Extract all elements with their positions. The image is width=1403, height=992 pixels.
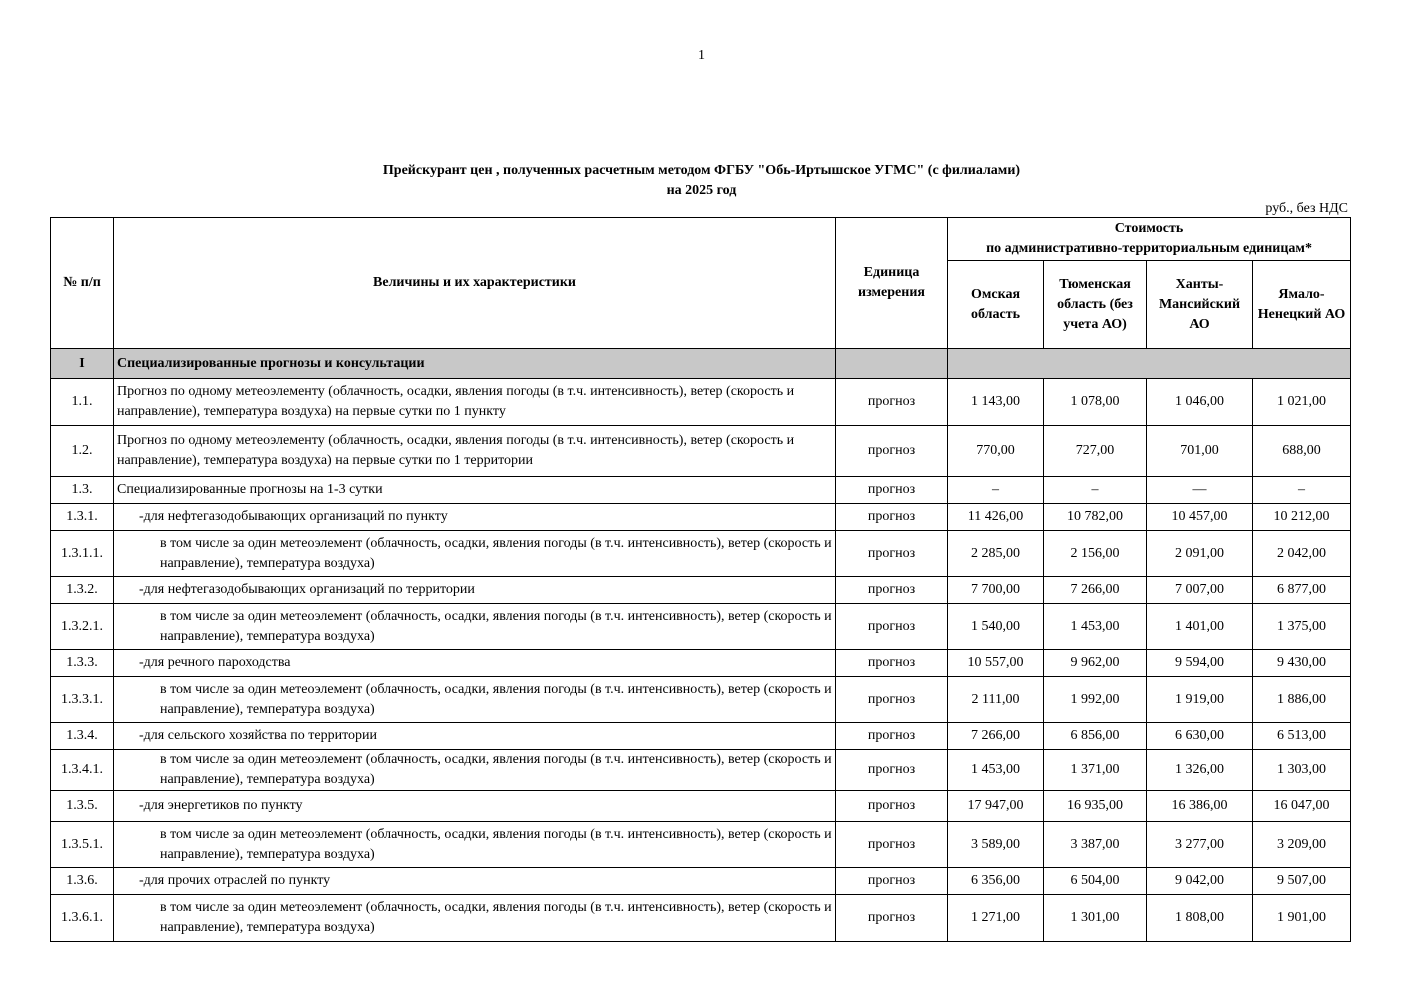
row-num: 1.3.5.1. — [51, 822, 114, 868]
price-khmao: 9 594,00 — [1147, 650, 1253, 677]
row-description: -для энергетиков по пункту — [114, 791, 836, 822]
table-row — [51, 895, 1351, 942]
price-tyumen: 3 387,00 — [1044, 822, 1147, 868]
table-row — [51, 604, 1351, 650]
header-region-yanao: Ямало-Ненецкий АО — [1253, 261, 1351, 349]
price-omsk: 7 700,00 — [948, 577, 1044, 604]
row-num: 1.3.6. — [51, 868, 114, 895]
price-khmao: 3 277,00 — [1147, 822, 1253, 868]
row-unit: прогноз — [836, 750, 948, 791]
price-yanao: 16 047,00 — [1253, 791, 1351, 822]
table-row — [51, 426, 1351, 477]
price-khmao: 1 401,00 — [1147, 604, 1253, 650]
price-table — [50, 217, 1351, 942]
price-tyumen: 1 453,00 — [1044, 604, 1147, 650]
price-omsk: – — [948, 477, 1044, 504]
row-unit: прогноз — [836, 477, 948, 504]
price-omsk: 770,00 — [948, 426, 1044, 477]
row-unit: прогноз — [836, 677, 948, 723]
row-unit: прогноз — [836, 577, 948, 604]
row-description: Специализированные прогнозы на 1-3 сутки — [114, 477, 836, 504]
row-unit: прогноз — [836, 531, 948, 577]
row-num: 1.3.2.1. — [51, 604, 114, 650]
price-omsk: 2 111,00 — [948, 677, 1044, 723]
header-cost — [948, 218, 1351, 261]
price-yanao: 1 886,00 — [1253, 677, 1351, 723]
price-khmao: 10 457,00 — [1147, 504, 1253, 531]
row-num: 1.1. — [51, 379, 114, 426]
price-tyumen: 1 992,00 — [1044, 677, 1147, 723]
price-yanao: 2 042,00 — [1253, 531, 1351, 577]
currency-note: руб., без НДС — [1265, 201, 1348, 216]
page-number: 1 — [698, 48, 705, 63]
price-tyumen: 1 301,00 — [1044, 895, 1147, 942]
price-yanao: 9 507,00 — [1253, 868, 1351, 895]
price-tyumen: 6 504,00 — [1044, 868, 1147, 895]
price-omsk: 1 453,00 — [948, 750, 1044, 791]
row-unit: прогноз — [836, 604, 948, 650]
header-region-tyumen: Тюменская область (без учета АО) — [1044, 261, 1147, 349]
table-row — [51, 531, 1351, 577]
price-omsk: 1 271,00 — [948, 895, 1044, 942]
section-title: Специализированные прогнозы и консультации — [114, 349, 836, 379]
row-unit: прогноз — [836, 650, 948, 677]
header-num: № п/п — [51, 218, 114, 349]
price-khmao: — — [1147, 477, 1253, 504]
row-description: -для нефтегазодобывающих организаций по пункту — [114, 504, 836, 531]
row-description: в том числе за один метеоэлемент (облачность, осадки, явления погоды (в т.ч. интенсивность), ветер (скорость и направление), температура воздуха) — [114, 604, 836, 650]
price-tyumen: 1 371,00 — [1044, 750, 1147, 791]
row-unit: прогноз — [836, 868, 948, 895]
table-row — [51, 504, 1351, 531]
header-cost-line-2: по административно-территориальным единицам* — [986, 241, 1312, 256]
row-num: 1.3.3.1. — [51, 677, 114, 723]
price-tyumen: – — [1044, 477, 1147, 504]
price-omsk: 7 266,00 — [948, 723, 1044, 750]
row-num: 1.3.4. — [51, 723, 114, 750]
price-tyumen: 9 962,00 — [1044, 650, 1147, 677]
price-yanao: 9 430,00 — [1253, 650, 1351, 677]
table-row — [51, 822, 1351, 868]
price-yanao: 6 513,00 — [1253, 723, 1351, 750]
price-khmao: 1 046,00 — [1147, 379, 1253, 426]
table-row — [51, 723, 1351, 750]
header-unit: Единица измерения — [836, 218, 948, 349]
price-omsk: 6 356,00 — [948, 868, 1044, 895]
price-tyumen: 2 156,00 — [1044, 531, 1147, 577]
section-row — [51, 349, 1351, 379]
price-khmao: 1 919,00 — [1147, 677, 1253, 723]
price-omsk: 1 540,00 — [948, 604, 1044, 650]
price-yanao: – — [1253, 477, 1351, 504]
row-unit: прогноз — [836, 822, 948, 868]
price-yanao: 1 303,00 — [1253, 750, 1351, 791]
row-num: 1.3.5. — [51, 791, 114, 822]
price-omsk: 3 589,00 — [948, 822, 1044, 868]
section-num: I — [51, 349, 114, 379]
row-description: в том числе за один метеоэлемент (облачность, осадки, явления погоды (в т.ч. интенсивность), ветер (скорость и направление), температура воздуха) — [114, 895, 836, 942]
price-tyumen: 6 856,00 — [1044, 723, 1147, 750]
header-region-khmao: Ханты-Мансийский АО — [1147, 261, 1253, 349]
row-description: -для речного пароходства — [114, 650, 836, 677]
row-unit: прогноз — [836, 791, 948, 822]
price-omsk: 17 947,00 — [948, 791, 1044, 822]
price-tyumen: 7 266,00 — [1044, 577, 1147, 604]
row-unit: прогноз — [836, 426, 948, 477]
table-row — [51, 477, 1351, 504]
price-yanao: 1 021,00 — [1253, 379, 1351, 426]
table-row — [51, 750, 1351, 791]
price-khmao: 1 326,00 — [1147, 750, 1253, 791]
price-yanao: 3 209,00 — [1253, 822, 1351, 868]
table-row — [51, 791, 1351, 822]
row-description: в том числе за один метеоэлемент (облачность, осадки, явления погоды (в т.ч. интенсивность), ветер (скорость и направление), температура воздуха) — [114, 750, 836, 791]
row-unit: прогноз — [836, 504, 948, 531]
price-yanao: 10 212,00 — [1253, 504, 1351, 531]
row-description: в том числе за один метеоэлемент (облачность, осадки, явления погоды (в т.ч. интенсивность), ветер (скорость и направление), температура воздуха) — [114, 677, 836, 723]
price-yanao: 688,00 — [1253, 426, 1351, 477]
table-row — [51, 379, 1351, 426]
document-title — [0, 161, 1403, 201]
table-row — [51, 577, 1351, 604]
price-yanao: 1 901,00 — [1253, 895, 1351, 942]
row-num: 1.3.4.1. — [51, 750, 114, 791]
price-tyumen: 16 935,00 — [1044, 791, 1147, 822]
section-unit-cell — [836, 349, 948, 379]
price-omsk: 1 143,00 — [948, 379, 1044, 426]
price-tyumen: 1 078,00 — [1044, 379, 1147, 426]
row-description: -для прочих отраслей по пункту — [114, 868, 836, 895]
price-omsk: 11 426,00 — [948, 504, 1044, 531]
price-yanao: 6 877,00 — [1253, 577, 1351, 604]
price-khmao: 6 630,00 — [1147, 723, 1253, 750]
row-unit: прогноз — [836, 723, 948, 750]
row-description: в том числе за один метеоэлемент (облачность, осадки, явления погоды (в т.ч. интенсивность), ветер (скорость и направление), температура воздуха) — [114, 531, 836, 577]
price-khmao: 701,00 — [1147, 426, 1253, 477]
row-description: Прогноз по одному метеоэлементу (облачность, осадки, явления погоды (в т.ч. интенсивность), ветер (скорость и направление), температура воздуха) на первые сутки по 1 территории — [114, 426, 836, 477]
header-desc: Величины и их характеристики — [114, 218, 836, 349]
row-description: в том числе за один метеоэлемент (облачность, осадки, явления погоды (в т.ч. интенсивность), ветер (скорость и направление), температура воздуха) — [114, 822, 836, 868]
table-row — [51, 650, 1351, 677]
price-tyumen: 727,00 — [1044, 426, 1147, 477]
price-khmao: 2 091,00 — [1147, 531, 1253, 577]
header-cost-line-1: Стоимость — [1114, 221, 1184, 236]
price-tyumen: 10 782,00 — [1044, 504, 1147, 531]
price-yanao: 1 375,00 — [1253, 604, 1351, 650]
row-num: 1.3.2. — [51, 577, 114, 604]
section-values-cell — [948, 349, 1351, 379]
row-description: -для нефтегазодобывающих организаций по территории — [114, 577, 836, 604]
row-num: 1.3.1. — [51, 504, 114, 531]
row-num: 1.2. — [51, 426, 114, 477]
row-num: 1.3. — [51, 477, 114, 504]
price-omsk: 2 285,00 — [948, 531, 1044, 577]
title-line-1: Прейскурант цен , полученных расчетным методом ФГБУ "Обь-Иртышское УГМС" (с филиалами) — [382, 163, 1021, 178]
price-khmao: 7 007,00 — [1147, 577, 1253, 604]
row-num: 1.3.3. — [51, 650, 114, 677]
price-khmao: 1 808,00 — [1147, 895, 1253, 942]
row-num: 1.3.6.1. — [51, 895, 114, 942]
price-omsk: 10 557,00 — [948, 650, 1044, 677]
table-row — [51, 677, 1351, 723]
row-description: Прогноз по одному метеоэлементу (облачность, осадки, явления погоды (в т.ч. интенсивность), ветер (скорость и направление), температура воздуха) на первые сутки по 1 пункту — [114, 379, 836, 426]
price-khmao: 9 042,00 — [1147, 868, 1253, 895]
header-region-omsk: Омская область — [948, 261, 1044, 349]
title-line-2: на 2025 год — [666, 183, 737, 198]
table-row — [51, 868, 1351, 895]
row-unit: прогноз — [836, 895, 948, 942]
row-description: -для сельского хозяйства по территории — [114, 723, 836, 750]
row-unit: прогноз — [836, 379, 948, 426]
row-num: 1.3.1.1. — [51, 531, 114, 577]
price-khmao: 16 386,00 — [1147, 791, 1253, 822]
